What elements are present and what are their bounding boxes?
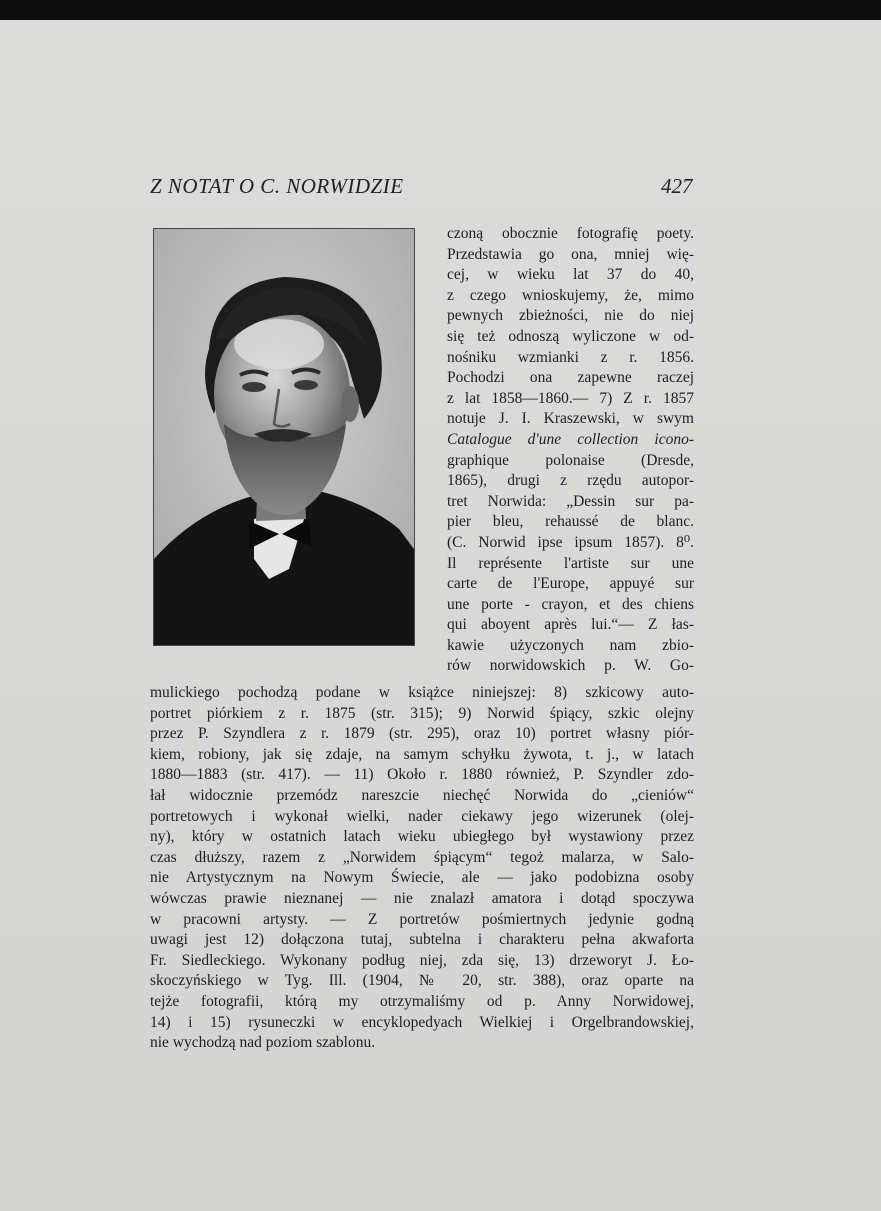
text-line: portret piórkiem z r. 1875 (str. 315); 9) Norwid śpiący, szkic olejny [150, 704, 694, 722]
full-width-text [150, 683, 694, 1054]
text-line: 14) i 15) rysuneczki w encyklopedyach Wielkiej i Orgelbrandowskiej, [150, 1013, 694, 1031]
text-line: 1880—1883 (str. 417). — 11) Około r. 1880 również, P. Szyndler zdo- [150, 766, 694, 784]
text-line: Przedstawia go ona, mniej wię- [447, 245, 694, 263]
running-title: Z NOTAT O C. NORWIDZIE [150, 174, 404, 198]
text-line: kiem, robiony, jak się zdaje, na samym schyłku żywota, t. j., w latach [150, 745, 694, 763]
text-line: tret Norwida: „Dessin sur pa- [447, 492, 694, 510]
text-line: une porte - crayon, et des chiens [447, 595, 694, 613]
text-line: czoną obocznie fotografię poety. [447, 225, 694, 242]
text-line: Catalogue d'une collection icono- [447, 430, 694, 448]
text-line: nośniku wzmianki z r. 1856. [447, 348, 694, 366]
portrait-photograph-icon [153, 228, 415, 646]
text-line: ny), który w ostatnich latach wieku ubiegłego był wystawiony przez [150, 828, 694, 846]
text-line: notuje J. I. Kraszewski, w swym [447, 410, 694, 428]
text-line: kawie użyczonych nam zbio- [447, 636, 694, 654]
text-line: 1865), drugi z rzędu autopor- [447, 472, 694, 490]
text-line: wówczas prawie nieznanej — nie znalazł amatora i dotąd spoczywa [150, 889, 694, 907]
text-line: z lat 1858—1860.— 7) Z r. 1857 [447, 389, 694, 407]
text-line: Fr. Siedleckiego. Wykonany podług niej, zda się, 13) drzeworyt J. Ło- [150, 951, 694, 969]
text-line: czas dłuższy, razem z „Norwidem śpiącym“ tegoż malarza, w Salo- [150, 848, 694, 866]
text-line: (C. Norwid ipse ipsum 1857). 8⁰. [447, 533, 694, 551]
text-line: Pochodzi ona zapewne raczej [447, 369, 694, 387]
text-line: nie wychodzą nad poziom szablonu. [150, 1034, 376, 1052]
text-line: graphique polonaise (Dresde, [447, 451, 694, 469]
text-line: Il représente l'artiste sur une [447, 554, 694, 572]
side-column-text [447, 224, 694, 677]
text-line: qui aboyent après lui.“— Z łas- [447, 616, 694, 634]
text-line: łał widocznie przemódz nareszcie niechęć Norwida do „cieniów“ [150, 786, 694, 804]
text-line: tejże fotografii, którą my otrzymaliśmy od p. Anny Norwidowej, [150, 992, 694, 1010]
text-line: pier bleu, rehaussé de blanc. [447, 513, 694, 531]
text-line: carte de l'Europe, appuyé sur [447, 575, 694, 593]
text-line: przez P. Szyndlera z r. 1879 (str. 295), oraz 10) portret własny piór- [150, 725, 694, 743]
text-line: mulickiego pochodzą podane w książce niniejszej: 8) szkicowy auto- [150, 684, 694, 701]
text-line: cej, w wieku lat 37 do 40, [447, 266, 694, 284]
text-line: w pracowni artysty. — Z portretów pośmiertnych jedynie godną [150, 910, 694, 928]
text-line: pewnych zbieżności, nie do niej [447, 307, 694, 325]
text-line: z czego wnioskujemy, że, mimo [447, 286, 694, 304]
text-line: nie Artystycznym na Nowym Świecie, ale — jako podobizna osoby [150, 869, 694, 887]
text-line: uwagi jest 12) dołączona tutaj, subtelna i charakteru pełna akwaforta [150, 931, 694, 949]
page-number: 427 [661, 174, 693, 198]
text-line: się też odnoszą wyliczone w od- [447, 327, 694, 345]
text-line: skoczyńskiego w Tyg. Ill. (1904, № 20, str. 388), oraz oparte na [150, 972, 694, 990]
text-line: portretowych i wykonał wielki, nader ciekawy jego wizerunek (olej- [150, 807, 694, 825]
text-line: rów norwidowskich p. W. Go- [447, 657, 694, 675]
scan-top-edge [0, 0, 881, 20]
